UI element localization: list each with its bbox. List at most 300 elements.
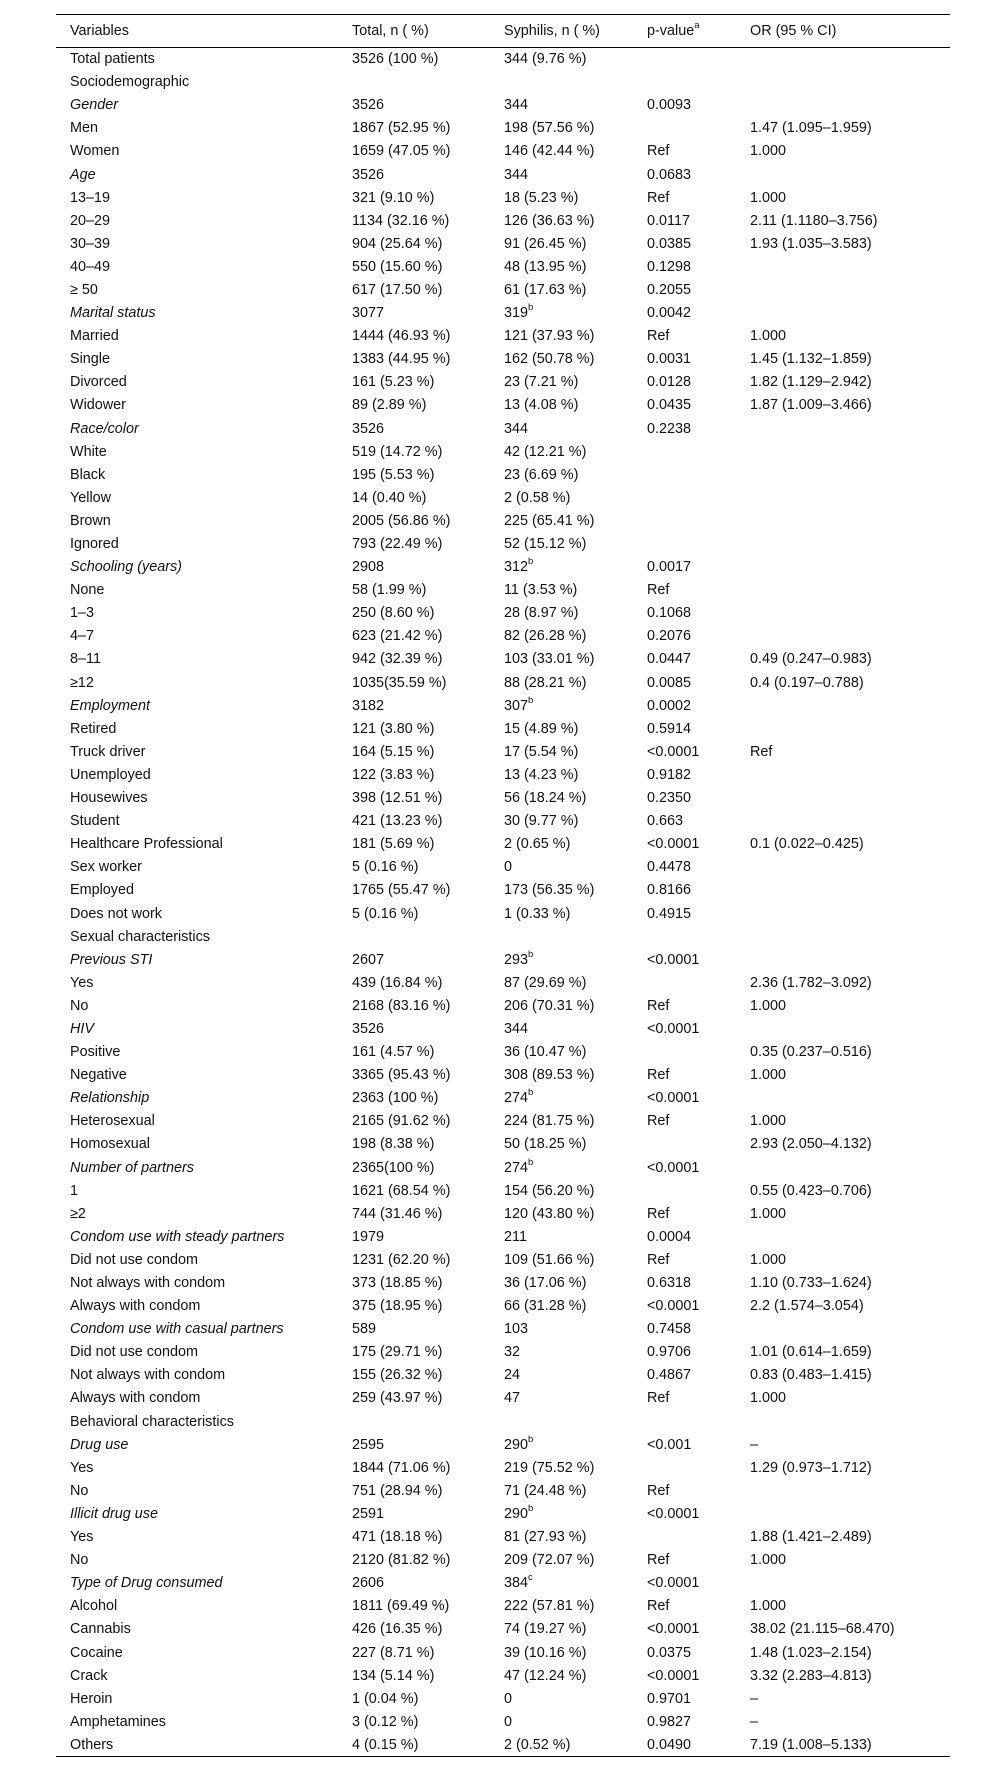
total-cell: 398 (12.51 %) (352, 790, 443, 807)
syphilis-value: 219 (75.52 %) (504, 1459, 595, 1476)
syphilis-cell (490, 902, 633, 925)
syphilis-cell (490, 763, 633, 786)
table-row (56, 186, 950, 209)
syphilis-cell (490, 163, 633, 186)
total-cell: 617 (17.50 %) (352, 281, 443, 298)
odds-ratio-cell: 1.93 (1.035–3.583) (750, 235, 872, 252)
pvalue-cell: Ref (647, 1552, 670, 1569)
syphilis-value: 126 (36.63 %) (504, 212, 595, 229)
syphilis-cell (490, 71, 633, 94)
pvalue-cell: Ref (647, 997, 670, 1014)
odds-ratio-cell: 1.47 (1.095–1.959) (750, 120, 872, 137)
syphilis-value: 344 (504, 97, 529, 114)
syphilis-cell (490, 948, 633, 971)
total-cell: 181 (5.69 %) (352, 836, 435, 853)
odds-ratio-cell: 2.2 (1.574–3.054) (750, 1298, 864, 1315)
table-row (56, 1387, 950, 1410)
pvalue-cell: Ref (647, 143, 670, 160)
pvalue-cell: <0.001 (647, 1436, 692, 1453)
syphilis-cell (490, 879, 633, 902)
variable-cell: Always with condom (70, 1390, 201, 1407)
syphilis-value: 308 (89.53 %) (504, 1067, 595, 1084)
variable-cell: Type of Drug consumed (70, 1575, 223, 1592)
syphilis-cell (490, 1110, 633, 1133)
pvalue-cell: 0.9701 (647, 1690, 692, 1707)
pvalue-cell: 0.4867 (647, 1367, 692, 1384)
syphilis-cell (490, 1341, 633, 1364)
odds-ratio-cell (736, 879, 950, 902)
variable-cell: Sociodemographic (70, 74, 190, 91)
total-cell: 122 (3.83 %) (352, 766, 435, 783)
total-cell: 1035(35.59 %) (352, 674, 447, 691)
odds-ratio-cell: 1.000 (750, 1552, 787, 1569)
table-row (56, 556, 950, 579)
total-cell: 198 (8.38 %) (352, 1136, 435, 1153)
syphilis-value: 87 (29.69 %) (504, 974, 587, 991)
table-row (56, 810, 950, 833)
syphilis-value: 162 (50.78 %) (504, 351, 595, 368)
table-row (56, 1572, 950, 1595)
table-row (56, 1687, 950, 1710)
total-cell: 439 (16.84 %) (352, 974, 443, 991)
total-cell: 14 (0.40 %) (352, 489, 427, 506)
pvalue-cell: 0.9706 (647, 1344, 692, 1361)
syphilis-cell (490, 648, 633, 671)
odds-ratio-cell: 1.000 (750, 189, 787, 206)
pvalue-cell (633, 971, 736, 994)
variable-cell: Yes (70, 974, 94, 991)
variable-cell: Men (70, 120, 98, 137)
syphilis-cell (490, 1733, 633, 1756)
odds-ratio-cell (736, 1410, 950, 1433)
table-row (56, 625, 950, 648)
pvalue-cell: 0.9182 (647, 766, 692, 783)
syphilis-value: 17 (5.54 %) (504, 743, 579, 760)
table-row (56, 1710, 950, 1733)
pvalue-cell: <0.0001 (647, 1159, 700, 1176)
table-row (56, 1479, 950, 1502)
table-row (56, 1641, 950, 1664)
variable-cell: Illicit drug use (70, 1505, 158, 1522)
variable-cell: No (70, 997, 89, 1014)
syphilis-cell (490, 348, 633, 371)
table-body (56, 48, 950, 1757)
pvalue-cell (633, 48, 736, 71)
syphilis-footnote: b (528, 1087, 534, 1099)
syphilis-value: 274 (504, 1090, 529, 1107)
total-cell: 1811 (69.49 %) (352, 1598, 450, 1615)
total-cell: 2363 (100 %) (352, 1090, 439, 1107)
variable-cell: Heterosexual (70, 1113, 155, 1130)
total-cell: 259 (43.97 %) (352, 1390, 443, 1407)
table-row (56, 486, 950, 509)
syphilis-value: 30 (9.77 %) (504, 813, 579, 830)
total-cell: 2908 (352, 559, 385, 576)
syphilis-cell (490, 1041, 633, 1064)
syphilis-footnote: b (528, 556, 534, 568)
pvalue-cell (633, 532, 736, 555)
odds-ratio-cell (736, 856, 950, 879)
syphilis-cell (490, 1202, 633, 1225)
pvalue-cell: 0.0093 (647, 97, 692, 114)
total-cell: 175 (29.71 %) (352, 1344, 443, 1361)
odds-ratio-cell: 38.02 (21.115–68.470) (750, 1621, 895, 1638)
syphilis-cell (490, 1364, 633, 1387)
odds-ratio-cell (736, 763, 950, 786)
table-row (56, 1410, 950, 1433)
pvalue-cell: Ref (647, 1251, 670, 1268)
odds-ratio-cell (736, 694, 950, 717)
syphilis-value: 24 (504, 1367, 521, 1384)
syphilis-value: 36 (17.06 %) (504, 1275, 587, 1292)
variable-cell: Women (70, 143, 120, 160)
syphilis-value: 222 (57.81 %) (504, 1598, 595, 1615)
odds-ratio-cell: – (750, 1690, 759, 1707)
pvalue-cell: 0.0375 (647, 1644, 692, 1661)
table-row (56, 925, 950, 948)
syphilis-cell (490, 1572, 633, 1595)
total-cell: 2607 (352, 951, 385, 968)
variable-cell: Not always with condom (70, 1275, 226, 1292)
header-pvalue-text: p-value (647, 23, 695, 39)
variable-cell: Does not work (70, 905, 162, 922)
syphilis-cell (490, 1456, 633, 1479)
variable-cell: Positive (70, 1044, 121, 1061)
variable-cell: ≥ 50 (70, 281, 98, 298)
table-header (56, 15, 950, 48)
total-cell: 2168 (83.16 %) (352, 997, 451, 1014)
pvalue-cell: Ref (647, 1205, 670, 1222)
odds-ratio-cell: 1.29 (0.973–1.712) (750, 1459, 872, 1476)
table-row (56, 1733, 950, 1756)
odds-ratio-cell (736, 925, 950, 948)
variable-cell: 1 (70, 1182, 79, 1199)
total-cell: 3526 (352, 1020, 385, 1037)
table-row (56, 1318, 950, 1341)
odds-ratio-cell: 1.48 (1.023–2.154) (750, 1644, 872, 1661)
syphilis-cell (490, 740, 633, 763)
header-pvalue (633, 15, 736, 48)
variable-cell: ≥2 (70, 1205, 86, 1222)
pvalue-cell: Ref (647, 1113, 670, 1130)
syphilis-cell (490, 1064, 633, 1087)
odds-ratio-cell (736, 602, 950, 625)
pvalue-cell: <0.0001 (647, 1505, 700, 1522)
variable-cell: Behavioral characteristics (70, 1413, 234, 1430)
syphilis-value: 154 (56.20 %) (504, 1182, 595, 1199)
variable-cell: Total patients (70, 51, 155, 68)
total-cell: 89 (2.89 %) (352, 397, 427, 414)
total-cell: 2365(100 %) (352, 1159, 435, 1176)
pvalue-cell: 0.0004 (647, 1228, 692, 1245)
total-cell: 1 (0.04 %) (352, 1690, 419, 1707)
syphilis-cell (490, 1549, 633, 1572)
pvalue-cell (633, 1410, 736, 1433)
syphilis-cell (490, 325, 633, 348)
syphilis-value: 173 (56.35 %) (504, 882, 595, 899)
odds-ratio-cell: 1.000 (750, 1598, 787, 1615)
syphilis-value: 0 (504, 1713, 513, 1730)
table-row (56, 394, 950, 417)
syphilis-value: 290 (504, 1436, 529, 1453)
syphilis-value: 1 (0.33 %) (504, 905, 571, 922)
total-cell: 1231 (62.20 %) (352, 1251, 451, 1268)
total-cell: 164 (5.15 %) (352, 743, 435, 760)
total-cell: 5 (0.16 %) (352, 859, 419, 876)
syphilis-cell (490, 302, 633, 325)
total-cell: 1621 (68.54 %) (352, 1182, 451, 1199)
variable-cell: Married (70, 328, 119, 345)
odds-ratio-cell (736, 486, 950, 509)
table-row (56, 1248, 950, 1271)
odds-ratio-cell (736, 1502, 950, 1525)
syphilis-value: 11 (3.53 %) (504, 582, 578, 599)
odds-ratio-cell (736, 255, 950, 278)
syphilis-value: 71 (24.48 %) (504, 1482, 587, 1499)
pvalue-cell: 0.0042 (647, 305, 692, 322)
odds-ratio-cell (736, 1017, 950, 1040)
syphilis-value: 307 (504, 697, 529, 714)
variable-cell: No (70, 1482, 89, 1499)
table-row (56, 417, 950, 440)
odds-ratio-cell: 0.1 (0.022–0.425) (750, 836, 864, 853)
syphilis-cell (490, 232, 633, 255)
table-row (56, 1087, 950, 1110)
variable-cell: ≥12 (70, 674, 94, 691)
variable-cell: Student (70, 813, 120, 830)
syphilis-value: 344 (504, 1020, 529, 1037)
pvalue-cell: 0.0683 (647, 166, 692, 183)
syphilis-cell (490, 209, 633, 232)
syphilis-cell (490, 1664, 633, 1687)
variable-cell: Divorced (70, 374, 127, 391)
pvalue-cell (633, 71, 736, 94)
odds-ratio-cell (736, 278, 950, 301)
odds-ratio-cell: 2.36 (1.782–3.092) (750, 974, 872, 991)
total-cell: 2595 (352, 1436, 385, 1453)
odds-ratio-cell (736, 1156, 950, 1179)
total-cell: 426 (16.35 %) (352, 1621, 443, 1638)
odds-ratio-cell (736, 94, 950, 117)
syphilis-value: 81 (27.93 %) (504, 1529, 587, 1546)
table-row (56, 209, 950, 232)
total-cell: 227 (8.71 %) (352, 1644, 435, 1661)
total-cell: 2120 (81.82 %) (352, 1552, 451, 1569)
pvalue-cell: 0.2076 (647, 628, 692, 645)
table-row (56, 1133, 950, 1156)
syphilis-footnote: b (528, 1503, 534, 1515)
syphilis-value: 0 (504, 859, 513, 876)
variable-cell: 1–3 (70, 605, 95, 622)
table-row (56, 302, 950, 325)
table-row (56, 532, 950, 555)
odds-ratio-cell: 1.10 (0.733–1.624) (750, 1275, 872, 1292)
syphilis-cell (490, 579, 633, 602)
total-cell: 744 (31.46 %) (352, 1205, 443, 1222)
syphilis-cell (490, 856, 633, 879)
syphilis-value: 52 (15.12 %) (504, 536, 587, 553)
total-cell: 5 (0.16 %) (352, 905, 419, 922)
table-row (56, 694, 950, 717)
pvalue-cell: 0.0002 (647, 697, 692, 714)
pvalue-cell: 0.0385 (647, 235, 692, 252)
header-pvalue-footnote: a (694, 20, 700, 32)
variable-cell: Sex worker (70, 859, 142, 876)
syphilis-cell (490, 1526, 633, 1549)
syphilis-cell (490, 1179, 633, 1202)
variable-cell: Negative (70, 1067, 127, 1084)
pvalue-cell: 0.0490 (647, 1736, 692, 1753)
syphilis-cell (490, 463, 633, 486)
odds-ratio-cell: 1.87 (1.009–3.466) (750, 397, 872, 414)
total-cell: 3 (0.12 %) (352, 1713, 419, 1730)
table-row (56, 740, 950, 763)
pvalue-cell: 0.0031 (647, 351, 692, 368)
table-row (56, 1595, 950, 1618)
total-cell: 1383 (44.95 %) (352, 351, 451, 368)
total-cell: 1134 (32.16 %) (352, 212, 450, 229)
odds-ratio-cell (736, 787, 950, 810)
variable-cell: 13–19 (70, 189, 111, 206)
odds-ratio-cell (736, 625, 950, 648)
total-cell: 2606 (352, 1575, 385, 1592)
total-cell: 195 (5.53 %) (352, 466, 435, 483)
total-cell: 1659 (47.05 %) (352, 143, 451, 160)
syphilis-cell (490, 1387, 633, 1410)
syphilis-value: 2 (0.52 %) (504, 1736, 571, 1753)
total-cell: 2591 (352, 1505, 385, 1522)
total-cell: 589 (352, 1321, 377, 1338)
table-row (56, 1433, 950, 1456)
total-cell: 1979 (352, 1228, 385, 1245)
syphilis-value: 206 (70.31 %) (504, 997, 595, 1014)
odds-ratio-cell (736, 717, 950, 740)
syphilis-cell (490, 833, 633, 856)
odds-ratio-cell: 0.55 (0.423–0.706) (750, 1182, 872, 1199)
syphilis-cell (490, 1433, 633, 1456)
total-cell: 1444 (46.93 %) (352, 328, 451, 345)
table-row (56, 717, 950, 740)
syphilis-cell (490, 971, 633, 994)
odds-ratio-cell: 2.93 (2.050–4.132) (750, 1136, 872, 1153)
total-cell: 3526 (352, 420, 385, 437)
odds-ratio-cell (736, 1318, 950, 1341)
pvalue-cell: 0.2350 (647, 790, 692, 807)
variable-cell: Crack (70, 1667, 108, 1684)
total-cell: 2165 (91.62 %) (352, 1113, 451, 1130)
odds-ratio-cell: 1.45 (1.132–1.859) (750, 351, 872, 368)
syphilis-cell (490, 417, 633, 440)
odds-ratio-cell (736, 509, 950, 532)
syphilis-value: 39 (10.16 %) (504, 1644, 587, 1661)
table-row (56, 48, 950, 71)
total-cell: 134 (5.14 %) (352, 1667, 435, 1684)
syphilis-value: 344 (504, 420, 529, 437)
syphilis-value: 319 (504, 305, 529, 322)
table-row (56, 278, 950, 301)
syphilis-footnote: c (528, 1572, 533, 1584)
pvalue-cell (633, 1526, 736, 1549)
odds-ratio-cell: – (750, 1436, 759, 1453)
pvalue-cell: <0.0001 (647, 1090, 700, 1107)
syphilis-cell (490, 602, 633, 625)
syphilis-cell (490, 1133, 633, 1156)
odds-ratio-cell (736, 417, 950, 440)
syphilis-value: 211 (504, 1228, 527, 1245)
variable-cell: Healthcare Professional (70, 836, 223, 853)
odds-ratio-cell: 1.000 (750, 143, 787, 160)
variable-cell: Cannabis (70, 1621, 131, 1638)
table-row (56, 255, 950, 278)
syphilis-value: 146 (42.44 %) (504, 143, 595, 160)
syphilis-value: 274 (504, 1159, 529, 1176)
pvalue-cell: Ref (647, 1482, 670, 1499)
syphilis-cell (490, 1479, 633, 1502)
pvalue-cell: 0.0447 (647, 651, 692, 668)
syphilis-value: 42 (12.21 %) (504, 443, 587, 460)
syphilis-value: 23 (6.69 %) (504, 466, 579, 483)
table-row (56, 1341, 950, 1364)
odds-ratio-cell (736, 463, 950, 486)
odds-ratio-cell (736, 163, 950, 186)
variable-cell: Condom use with casual partners (70, 1321, 284, 1338)
odds-ratio-cell: 1.000 (750, 997, 787, 1014)
table-row (56, 1618, 950, 1641)
pvalue-cell (633, 117, 736, 140)
variable-cell: None (70, 582, 105, 599)
syphilis-cell (490, 810, 633, 833)
variable-cell: Brown (70, 512, 111, 529)
syphilis-cell (490, 255, 633, 278)
syphilis-cell (490, 556, 633, 579)
variable-cell: Drug use (70, 1436, 129, 1453)
syphilis-cell (490, 694, 633, 717)
pvalue-cell: <0.0001 (647, 1298, 700, 1315)
table-row (56, 787, 950, 810)
pvalue-cell: 0.1298 (647, 258, 692, 275)
table-row (56, 1664, 950, 1687)
syphilis-value: 344 (504, 166, 529, 183)
total-cell: 751 (28.94 %) (352, 1482, 443, 1499)
syphilis-cell (490, 1248, 633, 1271)
table-row (56, 902, 950, 925)
odds-ratio-cell: 1.000 (750, 1113, 787, 1130)
syphilis-footnote: b (528, 302, 534, 314)
pvalue-cell: Ref (647, 582, 670, 599)
table-row (56, 579, 950, 602)
table-row (56, 763, 950, 786)
variable-cell: Did not use condom (70, 1251, 198, 1268)
syphilis-value: 91 (26.45 %) (504, 235, 587, 252)
table-row (56, 648, 950, 671)
total-cell: 4 (0.15 %) (352, 1736, 419, 1753)
syphilis-value: 36 (10.47 %) (504, 1044, 587, 1061)
pvalue-cell: 0.0128 (647, 374, 692, 391)
total-cell: 2005 (56.86 %) (352, 512, 451, 529)
variable-cell: Homosexual (70, 1136, 150, 1153)
pvalue-cell (633, 440, 736, 463)
header-total: Total, n ( %) (352, 23, 429, 39)
variable-cell: White (70, 443, 107, 460)
variable-cell: Race/color (70, 420, 139, 437)
variable-cell: No (70, 1552, 89, 1569)
variable-cell: 20–29 (70, 212, 111, 229)
syphilis-footnote: b (528, 694, 534, 706)
syphilis-cell (490, 1318, 633, 1341)
variable-cell: Condom use with steady partners (70, 1228, 285, 1245)
table-row (56, 163, 950, 186)
table-row (56, 1225, 950, 1248)
